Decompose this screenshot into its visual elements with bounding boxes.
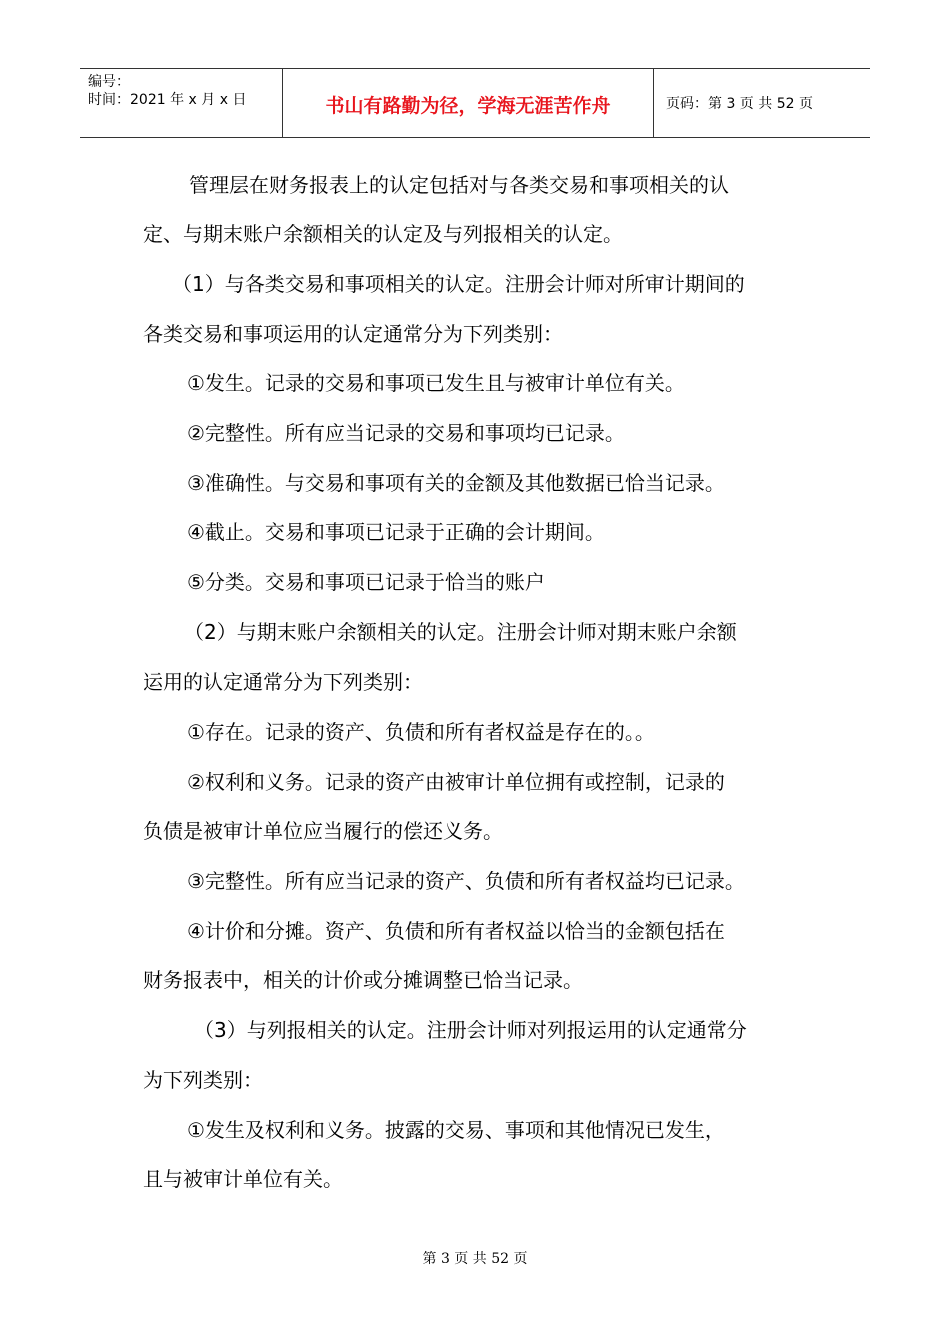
body-line: 各类交易和事项运用的认定通常分为下列类别：	[143, 322, 563, 346]
body-line: ③准确性。与交易和事项有关的金额及其他数据已恰当记录。	[187, 471, 725, 495]
body-line: （3）与列报相关的认定。注册会计师对列报运用的认定通常分	[194, 1018, 747, 1042]
body-line: ①发生及权利和义务。披露的交易、事项和其他情况已发生，	[187, 1118, 725, 1142]
body-line: ③完整性。所有应当记录的资产、负债和所有者权益均已记录。	[187, 869, 745, 893]
body-line: 且与被审计单位有关。	[143, 1167, 343, 1191]
body-line: ④截止。交易和事项已记录于正确的会计期间。	[187, 520, 605, 544]
body-line: 定、与期末账户余额相关的认定及与列报相关的认定。	[143, 222, 623, 246]
body-line: 财务报表中，相关的计价或分摊调整已恰当记录。	[143, 968, 583, 992]
body-line: 运用的认定通常分为下列类别：	[143, 670, 423, 694]
header-motto: 书山有路勤为径，学海无涯苦作舟	[325, 95, 611, 117]
body-line: ②权利和义务。记录的资产由被审计单位拥有或控制，记录的	[187, 770, 725, 794]
body-line: 管理层在财务报表上的认定包括对与各类交易和事项相关的认	[189, 173, 729, 197]
body-line: （2）与期末账户余额相关的认定。注册会计师对期末账户余额	[184, 620, 737, 644]
body-line: 为下列类别：	[143, 1068, 263, 1092]
body-line: （1）与各类交易和事项相关的认定。注册会计师对所审计期间的	[172, 272, 745, 296]
document-number-label: 编号：	[88, 74, 130, 90]
body-line: 负债是被审计单位应当履行的偿还义务。	[143, 819, 503, 843]
page-footer: 第 3 页 共 52 页	[422, 1251, 528, 1267]
body-line: ①发生。记录的交易和事项已发生且与被审计单位有关。	[187, 371, 685, 395]
body-line: ⑤分类。交易和事项已记录于恰当的账户	[187, 570, 545, 594]
body-line: ④计价和分摊。资产、负债和所有者权益以恰当的金额包括在	[187, 919, 725, 943]
body-line: ②完整性。所有应当记录的交易和事项均已记录。	[187, 421, 625, 445]
header-page-info: 页码：第 3 页 共 52 页	[666, 96, 813, 112]
body-line: ①存在。记录的资产、负债和所有者权益是存在的。。	[187, 720, 655, 744]
document-date: 时间：2021 年 x 月 x 日	[88, 92, 247, 108]
